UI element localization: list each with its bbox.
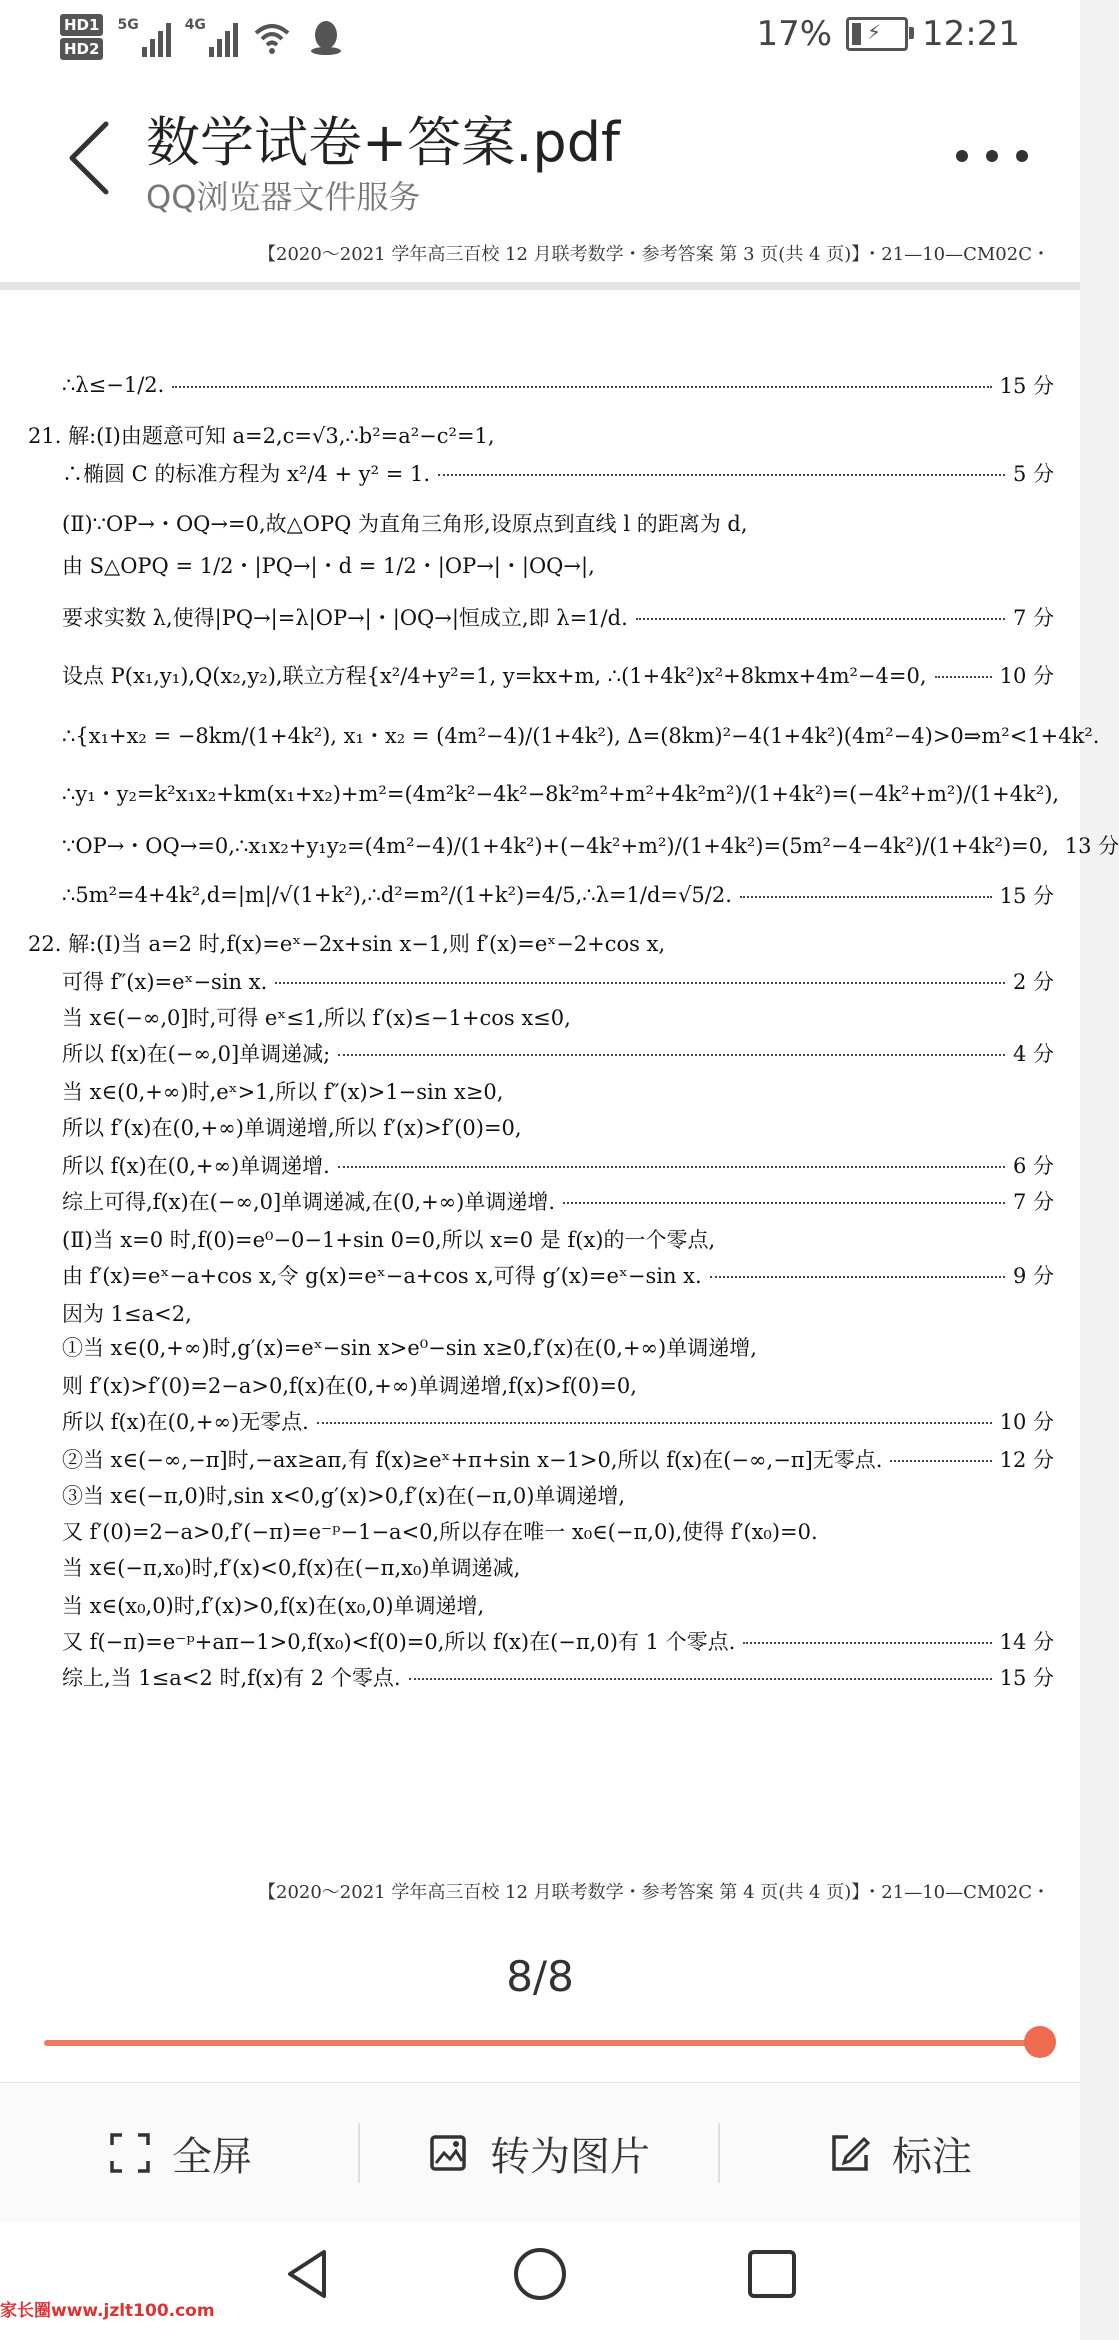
- line-text: 可得 f″(x)=eˣ−sin x.: [62, 970, 268, 994]
- edit-pencil-icon: [828, 2131, 872, 2175]
- document-line: [62, 1112, 1054, 1142]
- score-label: 4 分: [1012, 1042, 1054, 1066]
- line-text: 22. 解:(Ⅰ)当 a=2 时,f(x)=eˣ−2x+sin x−1,则 f′(x)=eˣ−2+cos x,: [28, 932, 666, 956]
- hd-indicator: [60, 14, 103, 60]
- line-text: ∴{x₁+x₂ = −8km/(1+4k²), x₁・x₂ = (4m²−4)/(1+4k²), Δ=(8km)²−4(1+4k²)(4m²−4)>0⇒m²<1+4k².: [62, 724, 1100, 748]
- hd1-badge: HD1: [60, 14, 103, 36]
- dot-leader: [935, 676, 992, 678]
- dot-leader: [338, 1054, 1005, 1056]
- line-text: ①当 x∈(0,+∞)时,g′(x)=eˣ−sin x>e⁰−sin x≥0,f′(x)在(0,+∞)单调递增,: [62, 1336, 757, 1360]
- line-text: 当 x∈(−∞,0]时,可得 eˣ≤1,所以 f′(x)≤−1+cos x≤0,: [62, 1006, 571, 1030]
- line-text: ∴λ≤−1/2.: [62, 373, 165, 397]
- document-line: [62, 1298, 1054, 1328]
- hd2-badge: HD2: [60, 38, 103, 60]
- line-text: (Ⅱ)∵OP→・OQ→=0,故△OPQ 为直角三角形,设原点到直线 l 的距离为 d,: [62, 512, 748, 536]
- document-line: [62, 1552, 1054, 1582]
- net2-label: 4G: [184, 17, 206, 33]
- line-text: 设点 P(x₁,y₁),Q(x₂,y₂),联立方程{x²/4+y²=1, y=kx+m, ∴(1+4k²)x²+8kmx+4m²−4=0,: [62, 664, 927, 688]
- fullscreen-icon: [108, 2131, 152, 2175]
- dot-leader: [563, 1202, 1005, 1204]
- app-header: [0, 80, 1080, 230]
- line-text: 所以 f(x)在(0,+∞)无零点.: [62, 1410, 309, 1434]
- line-text: 所以 f(x)在(0,+∞)单调递增.: [62, 1154, 330, 1178]
- document-line: [62, 966, 1054, 996]
- document-line: [62, 1224, 1054, 1254]
- line-text: 所以 f(x)在(−∞,0]单调递减;: [62, 1042, 331, 1066]
- system-nav-bar: [0, 2222, 1080, 2340]
- line-text: ③当 x∈(−π,0)时,sin x<0,g′(x)>0,f′(x)在(−π,0)单调递增,: [62, 1484, 626, 1508]
- score-label: 6 分: [1012, 1154, 1054, 1178]
- battery-percent: 17%: [756, 14, 833, 54]
- dot-leader: [409, 1678, 992, 1680]
- dot-leader: [317, 1422, 992, 1424]
- document-line: [62, 1038, 1054, 1068]
- document-line: [62, 1332, 1054, 1362]
- score-label: 13 分: [1064, 834, 1119, 858]
- document-line: [62, 1260, 1054, 1290]
- score-label: 15 分: [999, 1666, 1054, 1690]
- score-label: 14 分: [999, 1630, 1054, 1654]
- more-options-icon[interactable]: [956, 150, 1028, 162]
- toolbar-divider: [358, 2123, 360, 2183]
- dot-leader: [740, 896, 992, 898]
- score-label: 7 分: [1012, 606, 1054, 630]
- line-text: 因为 1≤a<2,: [62, 1302, 192, 1326]
- file-title: 数学试卷+答案.pdf: [146, 111, 620, 174]
- page-slider-thumb[interactable]: [1024, 2026, 1056, 2058]
- clock: 12:21: [922, 14, 1020, 54]
- document-line: [62, 1480, 1054, 1510]
- document-line: [62, 1076, 1054, 1106]
- line-text: 由 S△OPQ = 1/2・|PQ→|・d = 1/2・|OP→|・|OQ→|,: [62, 554, 595, 578]
- dot-leader: [172, 386, 991, 388]
- toolbar-divider: [718, 2123, 720, 2183]
- document-line: [62, 720, 1100, 750]
- line-text: ∴y₁・y₂=k²x₁x₂+km(x₁+x₂)+m²=(4m²k²−4k²−8k²m²+m²+4k²m²)/(1+4k²)=(−4k²+m²)/(1+4k²),: [62, 782, 1060, 806]
- document-line: [28, 928, 1054, 958]
- document-page[interactable]: [0, 290, 1119, 1930]
- document-line: [62, 830, 1119, 860]
- line-text: ∴5m²=4+4k²,d=|m|/√(1+k²),∴d²=m²/(1+k²)=4/5,∴λ=1/d=√5/2.: [62, 883, 732, 907]
- file-subtitle: QQ浏览器文件服务: [146, 178, 421, 216]
- qq-penguin-icon: [306, 17, 346, 57]
- score-label: 15 分: [999, 884, 1054, 908]
- line-text: ∵OP→・OQ→=0,∴x₁x₂+y₁y₂=(4m²−4)/(1+4k²)+(−4k²+m²)/(1+4k²)=(5m²−4−4k²)/(1+4k²)=0,: [62, 834, 1049, 858]
- page-count: 8/8: [506, 1952, 574, 2001]
- document-line: [62, 508, 1054, 538]
- line-text: 21. 解:(Ⅰ)由题意可知 a=2,c=√3,∴b²=a²−c²=1,: [28, 424, 495, 448]
- dot-leader: [275, 982, 1005, 984]
- annotate-label: 标注: [892, 2133, 972, 2180]
- document-line: [62, 1150, 1054, 1180]
- document-line: [62, 602, 1054, 632]
- document-line: [62, 370, 1054, 400]
- status-bar: [0, 0, 1080, 80]
- battery-icon: ⚡: [846, 17, 908, 51]
- nav-recents-icon[interactable]: [744, 2246, 800, 2302]
- page-footer-code: ・21—10—CM02C・: [863, 244, 1050, 265]
- score-label: 15 分: [999, 374, 1054, 398]
- nav-home-icon[interactable]: [512, 2246, 568, 2302]
- dot-leader: [636, 618, 1005, 620]
- page-footer-text: 【2020～2021 学年高三百校 12 月联考数学・参考答案 第 3 页(共 4 页)】: [258, 244, 870, 265]
- back-arrow-icon[interactable]: [64, 118, 114, 198]
- wifi-icon: [252, 17, 292, 57]
- page-footer-text: 【2020～2021 学年高三百校 12 月联考数学・参考答案 第 4 页(共 4 页)】: [258, 1882, 870, 1903]
- dot-leader: [438, 474, 1005, 476]
- document-line: [62, 550, 1054, 580]
- line-text: 综上可得,f(x)在(−∞,0]单调递减,在(0,+∞)单调递增.: [62, 1190, 556, 1214]
- line-text: ②当 x∈(−∞,−π]时,−ax≥aπ,有 f(x)≥eˣ+π+sin x−1>0,所以 f(x)在(−∞,−π]无零点.: [62, 1448, 883, 1472]
- dot-leader: [338, 1166, 1005, 1168]
- image-convert-icon: [426, 2131, 470, 2175]
- line-text: 当 x∈(x₀,0)时,f′(x)>0,f(x)在(x₀,0)单调递增,: [62, 1594, 485, 1618]
- line-text: 由 f′(x)=eˣ−a+cos x,令 g(x)=eˣ−a+cos x,可得 g′(x)=eˣ−sin x.: [62, 1264, 702, 1288]
- convert-to-image-button[interactable]: [426, 2083, 650, 2223]
- document-line: [28, 420, 1054, 450]
- document-line: [62, 660, 1054, 690]
- page-navigator: [0, 1930, 1080, 2082]
- document-line: [62, 1626, 1054, 1656]
- line-text: 当 x∈(0,+∞)时,eˣ>1,所以 f″(x)>1−sin x≥0,: [62, 1080, 504, 1104]
- convert-to-image-label: 转为图片: [490, 2133, 650, 2180]
- line-text: 所以 f′(x)在(0,+∞)单调递增,所以 f′(x)>f′(0)=0,: [62, 1116, 522, 1140]
- page-slider-track[interactable]: [44, 2040, 1040, 2046]
- dot-leader: [890, 1460, 991, 1462]
- score-label: 7 分: [1012, 1190, 1054, 1214]
- document-line: [62, 458, 1054, 488]
- score-label: 2 分: [1012, 970, 1054, 994]
- line-text: 要求实数 λ,使得|PQ→|=λ|OP→|・|OQ→|恒成立,即 λ=1/d.: [62, 606, 628, 630]
- document-line: [62, 1662, 1054, 1692]
- score-label: 10 分: [999, 1410, 1054, 1434]
- line-text: 则 f′(x)>f′(0)=2−a>0,f(x)在(0,+∞)单调递增,f(x)>f(0)=0,: [62, 1374, 637, 1398]
- signal-5g-icon: [117, 17, 170, 57]
- score-label: 12 分: [999, 1448, 1054, 1472]
- document-line: [62, 1590, 1054, 1620]
- net1-label: 5G: [117, 17, 139, 33]
- score-label: 9 分: [1012, 1264, 1054, 1288]
- signal-4g-icon: [185, 17, 238, 57]
- previous-page-footer: [0, 230, 1080, 290]
- watermark-text: 家长圈www.jzlt100.com: [0, 2301, 215, 2321]
- score-label: 10 分: [999, 664, 1054, 688]
- line-text: 综上,当 1≤a<2 时,f(x)有 2 个零点.: [62, 1666, 401, 1690]
- dot-leader: [710, 1276, 1005, 1278]
- line-text: 又 f(−π)=e⁻ᵖ+aπ−1>0,f(x₀)<f(0)=0,所以 f(x)在(−π,0)有 1 个零点.: [62, 1630, 736, 1654]
- document-line: [62, 1516, 1054, 1546]
- document-line: [62, 1186, 1054, 1216]
- bottom-toolbar: [0, 2082, 1080, 2223]
- dot-leader: [743, 1642, 991, 1644]
- fullscreen-button[interactable]: [108, 2083, 252, 2223]
- document-line: [62, 1002, 1054, 1032]
- document-line: [62, 1370, 1054, 1400]
- score-label: 5 分: [1012, 462, 1054, 486]
- document-line: [62, 1406, 1054, 1436]
- fullscreen-label: 全屏: [172, 2133, 252, 2180]
- line-text: 当 x∈(−π,x₀)时,f′(x)<0,f(x)在(−π,x₀)单调递减,: [62, 1556, 521, 1580]
- document-line: [62, 778, 1060, 808]
- document-line: [62, 1444, 1054, 1474]
- line-text: 又 f′(0)=2−a>0,f′(−π)=e⁻ᵖ−1−a<0,所以存在唯一 x₀∈(−π,0),使得 f′(x₀)=0.: [62, 1520, 818, 1544]
- annotate-button[interactable]: [828, 2083, 972, 2223]
- line-text: (Ⅱ)当 x=0 时,f(0)=e⁰−0−1+sin 0=0,所以 x=0 是 f(x)的一个零点,: [62, 1228, 716, 1252]
- document-line: [62, 880, 1054, 910]
- nav-back-icon[interactable]: [280, 2246, 336, 2302]
- page-footer-code: ・21—10—CM02C・: [863, 1882, 1050, 1903]
- line-text: ∴椭圆 C 的标准方程为 x²/4 + y² = 1.: [62, 462, 431, 486]
